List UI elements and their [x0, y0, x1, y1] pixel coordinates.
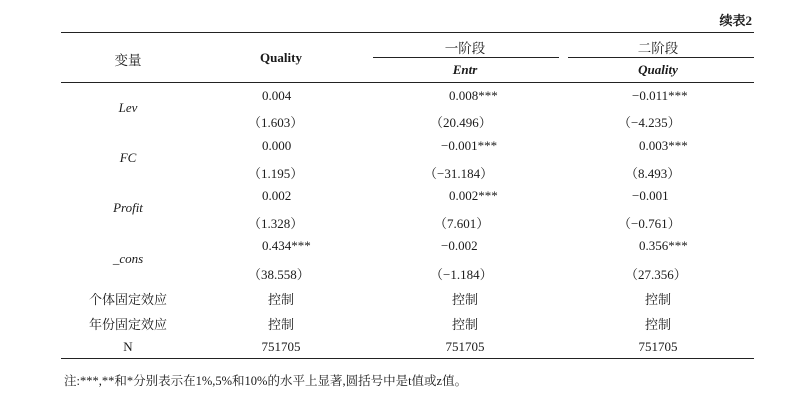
- table-cell: −0.002: [441, 238, 478, 253]
- table-cell: （−31.184）: [424, 166, 494, 181]
- header-bottom-rule: [61, 82, 754, 83]
- table-note: 注:***,**和*分别表示在1%,5%和10%的水平上显著,圆括号中是t值或z值。: [64, 374, 468, 388]
- table-top-rule: [61, 32, 754, 33]
- table-cell: 0.356***: [639, 238, 688, 253]
- table-cell: −0.001***: [441, 138, 498, 153]
- table-cell: −0.011***: [632, 88, 688, 103]
- table-cell: （−1.184）: [430, 267, 493, 282]
- table-cell: （1.195）: [248, 166, 304, 181]
- table-cell: （1.603）: [248, 115, 304, 130]
- table-continuation-label: 续表2: [719, 13, 752, 28]
- table-cell: 0.003***: [639, 138, 688, 153]
- table-cell: （27.356）: [625, 267, 687, 282]
- header-stage1: 一阶段: [444, 41, 486, 56]
- table-cell: （38.558）: [248, 267, 310, 282]
- table-cell: 控制: [644, 292, 672, 307]
- table-cell: （20.496）: [430, 115, 492, 130]
- row-label-profit: Profit: [113, 200, 143, 215]
- table-cell: 0.004: [262, 88, 292, 103]
- header-variable: 变量: [114, 53, 142, 68]
- row-label-cons: _cons: [112, 251, 144, 266]
- table-cell: （7.601）: [434, 216, 490, 231]
- table-cell: 0.434***: [262, 238, 311, 253]
- header-quality: Quality: [260, 50, 302, 65]
- table-cell: 控制: [267, 292, 295, 307]
- table-cell: （−0.761）: [618, 216, 681, 231]
- row-label-year-fe: 年份固定效应: [88, 317, 168, 332]
- table-cell: 751705: [445, 339, 485, 354]
- table-cell: 控制: [267, 317, 295, 332]
- row-label-lev: Lev: [118, 100, 138, 115]
- table-cell: 0.002***: [449, 188, 498, 203]
- header-entr: Entr: [452, 62, 478, 77]
- table-bottom-rule: [61, 358, 754, 359]
- table-cell: 751705: [261, 339, 301, 354]
- table-cell: （8.493）: [625, 166, 681, 181]
- header-quality-stage2: Quality: [638, 62, 678, 77]
- table-cell: 0.008***: [449, 88, 498, 103]
- table-cell: 751705: [638, 339, 678, 354]
- row-label-individual-fe: 个体固定效应: [88, 292, 168, 307]
- row-label-n: N: [123, 339, 133, 354]
- stage1-underline: [373, 57, 559, 58]
- table-cell: （−4.235）: [618, 115, 681, 130]
- row-label-fc: FC: [119, 150, 137, 165]
- table-cell: 控制: [451, 292, 479, 307]
- header-stage2: 二阶段: [637, 41, 679, 56]
- table-cell: （1.328）: [248, 216, 304, 231]
- table-cell: 0.000: [262, 138, 292, 153]
- table-cell: 控制: [451, 317, 479, 332]
- stage2-underline: [568, 57, 754, 58]
- table-cell: 0.002: [262, 188, 292, 203]
- table-cell: 控制: [644, 317, 672, 332]
- table-cell: −0.001: [632, 188, 669, 203]
